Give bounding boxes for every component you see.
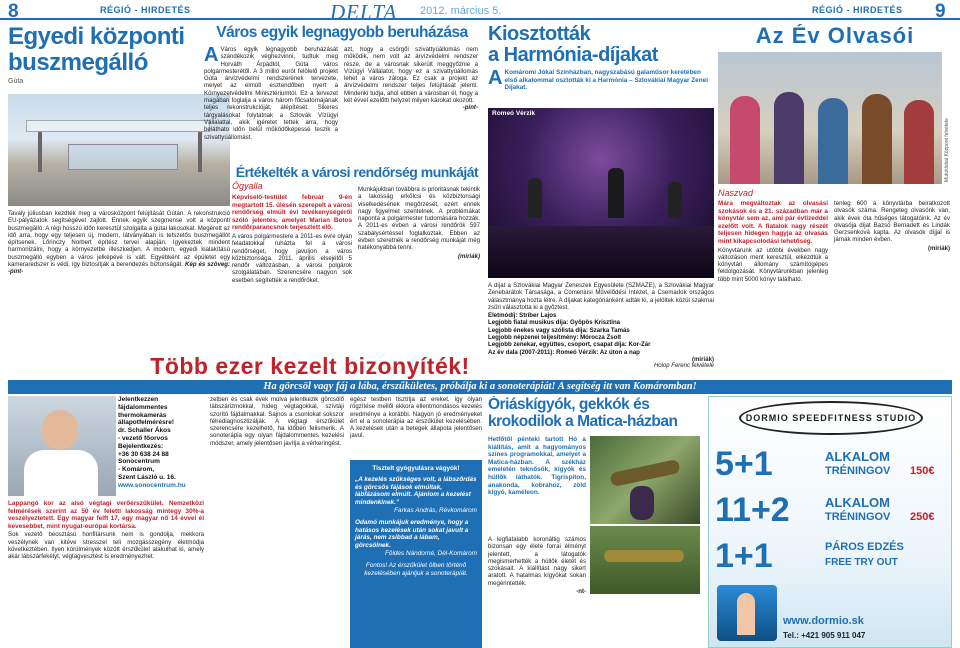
article-title: Egyedi központi buszmegálló: [8, 24, 185, 76]
article-title-2: a Harmónia-díjakat: [488, 44, 658, 66]
ad-strip: Ha görcsöl vagy fáj a lába, érszűkületes, próbálja ki a sonoterápiát! A segítség itt van Komáromban!: [8, 380, 952, 394]
winner-item: Eletmódíj: Stríber Lajos: [488, 312, 557, 320]
dormio-phone: Tel.: +421 905 911 047: [783, 631, 866, 640]
article-reptiles: [488, 396, 700, 648]
ad-body-text: zetben és csak évek múlva jelentkezik görcsölő lábszárizmokkal, hideg végtagokkal, szívtáji szorító fájdalmakkal. Sajnos a csontokat sokszor félrediagnosztizálják. A végtagi érszűkület szerencsére kezelhető, ha időben felismerik. A sonoterápia egy olyan fájdalommentes kezelési módszer, amely jelentősen javítja a vérkeringést.: [210, 396, 344, 447]
person-figure: [737, 593, 755, 635]
article-police: [232, 164, 482, 376]
person-figure: [630, 486, 654, 520]
drop-cap: A: [488, 67, 503, 89]
article-credit: -nt-: [576, 588, 586, 596]
person-figure: [818, 98, 848, 184]
ad-box-line: fájdalommentes: [118, 403, 168, 411]
ad-box-line: dr. Schaller Ákos: [118, 427, 171, 435]
page-number-left: 8: [8, 1, 19, 22]
article-investment: [204, 24, 480, 164]
article-text: Város egyik legnagyobb beruházását szándékozik véghezvinni, tudtuk meg Horváth Árpádtól, Gúta város polgármesterétől. A 3 millió eurót felölelő projekt Gúta árvízvédelmi rendszerének tervezete, melyet az elmúlt esztendőben nyert a Környezetvédelmi Minisztériumtól. Ez a tervezet magában foglalja a város három főcsatornájának teljes rekonstrukcióját, átépítését. Sikeres tárgyalásokat folytatnak a Szlovák Vízügyi Vállalattal, akik igéretet tettek arra, hogy beláthato időn belül működőképessé teszik a szivattyúállomást.: [204, 46, 338, 141]
winner-item: Legjobb énekes vagy szólista díja: Szarka Tamás: [488, 326, 630, 334]
ad-box-line: - Komárom,: [118, 466, 155, 474]
article-text: A díjat a Szlovákiai Magyar Zeneszek Egyesülete (SZMAZE), a Szlovákiai Magyar Zenebarátok Társasága, a Comeniusi Művelődési Intézet, a Csemadok országos választmánya hozta létre. A díjakat kategóriánként adták ki, a jelöltek közül szakmai zsűri választotta ki a győztest.: [488, 282, 714, 311]
drop-cap: A: [204, 44, 219, 66]
article-credit: (miriák): [457, 252, 480, 260]
article-credit: -pint-: [462, 104, 478, 112]
ad-box-line: Bejelentkezés:: [118, 442, 164, 450]
testimonial-box: [350, 460, 482, 648]
article-place: Gúta: [8, 78, 24, 85]
article-text: Könyvtárunk az utóbbi években nagy változáson ment keresztül, elkezdtük a könyvtári állomány számítógépes feldolgozását. Könyvtárunkban jelenleg több mint 5000 könyv található.: [718, 246, 828, 283]
ad-right-col: [350, 396, 482, 456]
bus-stop-photo: [8, 94, 230, 206]
article-body-col2: [358, 186, 480, 260]
ad-contact-box: [118, 396, 204, 496]
article-body: [488, 536, 586, 595]
photo-credit: Mutuklobal Központ felvétele: [944, 118, 950, 182]
fitness-photo: [717, 585, 777, 641]
offer-sublabel: TRÉNINGOV: [825, 511, 891, 523]
article-body-col1: [232, 194, 352, 285]
article-readers: [718, 24, 952, 376]
section-label-left: RÉGIÓ - HIRDETÉS: [100, 5, 191, 15]
article-body-col1: [488, 436, 586, 498]
article-body: [8, 210, 230, 276]
ad-box-line: Jelentkezzen: [118, 396, 159, 403]
ad-body-text: Sok vezető beosztású honfitársunk nem is gondolja, mekkora veszélynek van kitéve stresszel teli mozgásszegény életmódja következtében. Ilyen körülmények között érszűkület alakulhat ki, amely akár lábszárfekélyt, végtagvesztést is eredményezhet.: [8, 531, 204, 561]
testimonial-author: Farkas András, Révkomárom: [394, 506, 477, 514]
concert-photo: [488, 108, 714, 278]
ad-box-line: +36 30 638 24 88: [118, 450, 169, 458]
reptile-photo: [590, 436, 700, 524]
ad-box-line: Sonocentrum: [118, 458, 160, 466]
article-title: Az Év Olvasói: [755, 24, 915, 48]
ad-headline: Több ezer kezelt bizonyíték!: [150, 353, 470, 379]
article-lead-text: Komáromi Jókai Színházban, nagyszabású galaműsor keretében első alkalommal osztották ki a Harmónia – Szlovákiai Magyar Zenei Díjakat.: [504, 69, 708, 92]
offer-label: ALKALOM: [825, 495, 890, 510]
snake-figure: [609, 459, 680, 487]
offer-sublabel: TRÉNINGOV: [825, 465, 891, 477]
photo-credit: Holop Ferenc felvétele: [653, 363, 714, 370]
winner-item: Az év dala (2007-2011): Romeó Vérzik: Az úton a nap: [488, 348, 640, 356]
offer-sublabel: FREE TRY OUT: [825, 557, 898, 568]
snake-figure: [604, 550, 684, 562]
ad-box-line: állapotfelmérésre!: [118, 419, 174, 427]
article-place: Naszvad: [718, 188, 754, 198]
ad-intro: [8, 500, 204, 648]
offer-label: ALKALOM: [825, 449, 890, 464]
photo-caption: Romeó Vérzik: [492, 110, 535, 117]
article-text: Munkájukban továbbra is prioritásnak tekintik a lakosság erkölcsi és közbiztonsági viselkedésének megőrzését, ezért ennek nagy figyelmet szentelnek. A problémákat naponta a polgármester tudomására hozzák. A 2011-es évben a városi rendőrök 597 szabálysértéssel foglalkoztak. Ebben az évben szeretnék a rendőrség munkáját még hatékonyabbá tenni.: [358, 186, 480, 252]
ad-body-text: egész testben tisztítja az ereket, így olyan rögzítése mellől ekkora ellentmondásos kezelés eredménye a korábbi. Nagyon jó eredményeket ért el a sonoterápia az érszűkület kezelésében. A kezelések után a betegek állapota jelentősen javul.: [350, 396, 482, 440]
stage: [488, 226, 714, 278]
performer-figure: [608, 168, 624, 218]
performer-figure: [668, 182, 682, 218]
offer-label: PÁROS EDZÉS: [825, 541, 904, 553]
masthead: DELTA: [330, 0, 398, 24]
article-bus-stop: [8, 24, 230, 376]
shelter-roof: [26, 120, 210, 132]
shelter-post: [38, 132, 42, 172]
performer-figure: [528, 178, 542, 218]
ad-red-text: Lappangó kor az alsó végtagi verőérszűkület. Nemzetközi felmérések szerint az 50 év feletti lakosság mintegy 30%-a veszélyeztetett. Egy magyar felft 17, egy magyar nő 14 évvel él kevesebbet, mint nyugat-európai kortársa.: [8, 500, 204, 530]
offer-1-1: [715, 537, 947, 581]
ad-box-line: - vezető főorvos: [118, 434, 168, 442]
offer-price: 250€: [910, 511, 935, 523]
article-title-1: Kiosztották: [488, 24, 591, 45]
offer-count: 1+1: [715, 537, 773, 575]
person-figure: [730, 96, 760, 184]
article-lead: Hetfőtől pénteki tartott Hó a kiállítás, amit a hagyományos színes programokkal, amelyet a Matica-házban. A székház emeletén teknősök, kígyók és hüllők láthatók. Tigrispiton, anakonda, kobrához, zöld kígyó, kaméleon.: [488, 436, 586, 497]
article-text: azt, hogy a csörgői szivattyúállomás nem működik, nem volt az árvízvédelmi rendszer része, de a városnak sikerült meggyőznie a Vízügyi Vállalatot, hogy ez a szivattyúállomás lehet a város záloga. Ez csak a projekt az árvízvédelmi rendszer teljes felújítását jelenti. Mindenki tudja, ahol ebben a városban él, hogy a két évvel ezelőtti helyzet milyen károkat okozott.: [344, 46, 478, 105]
shelter-glass: [68, 144, 178, 170]
offer-11-2: [715, 491, 947, 535]
offer-count: 11+2: [715, 491, 790, 529]
ad-website[interactable]: www.sonocentrum.hu: [118, 481, 186, 489]
article-credit: Kép és szöveg: -pint-: [8, 261, 230, 276]
person-figure: [904, 100, 934, 184]
page-number-right: 9: [935, 1, 946, 22]
article-body-col1: [204, 46, 338, 141]
white-coat: [24, 450, 98, 496]
article-title: Óriáskígyók, gekkók és krokodilok a Matica-házban: [488, 396, 678, 430]
ad-box-line: Szent László u. 16.: [118, 473, 176, 481]
reptile-photo-2: [590, 526, 700, 594]
winner-item: Legjobb népzenei teljesítmény: Mórocza Zsolt: [488, 334, 622, 342]
person-figure: [862, 94, 892, 184]
article-text: tenleg 600 a könyvtárba beiratkozott olvasók száma. Rengeteg olvasónk van, akik évek óta hűséges látogatóink. Az év olvasója díjat Bazsó Bernadett és Lindák Gerzsenková kapta. Az olvasók díjjal is járnak minden évben.: [834, 200, 950, 244]
dormio-ad: [708, 396, 952, 648]
article-credit: (miriák): [691, 355, 714, 363]
face: [42, 410, 78, 450]
testimonial-quote: Odamó munkájuk eredménye, hogy a hatásos kezelések után sokat javult a járás, nem zsibbad a lábam, görcsölnek.: [355, 518, 469, 550]
testimonial-footer: Fontos! Az érszűkület ölben történő kezelésében ajánljuk a sonoterápiát.: [364, 561, 468, 577]
article-title: Értékelték a városi rendőrség munkáját: [235, 164, 479, 180]
dormio-website[interactable]: www.dormio.sk: [783, 615, 864, 627]
readers-photo: [718, 52, 942, 184]
article-place: Ógyalla: [232, 181, 263, 191]
section-label-right: RÉGIÓ - HIRDETÉS: [812, 5, 903, 15]
article-body-col1: [718, 200, 828, 284]
article-text: A legfiatalabb koronáltig számos bizonsan egy élete forrai élményt jelentett, a látogatók megismerhették a hüllők életét és szokásait. A kiállítást nagy sikert aratott. A hatalmas kígyókat sokan megérintették.: [488, 536, 586, 587]
doctor-photo: [8, 396, 116, 496]
offer-price: 150€: [910, 465, 935, 477]
ad-middle-col: [210, 396, 344, 648]
article-credit: (miriák): [927, 244, 950, 252]
winners-list: [488, 312, 714, 356]
ad-box-line: thermokamerás: [118, 411, 167, 419]
article-body-col2: [834, 200, 950, 252]
article-lead: Képviselő-testület február 9-én megtartott 15. ülésén szerepelt a városi rendőrség elmúlt évi tevékenységéről szóló jelentés, amelyet Marian Botos rendőrparancsnok terjesztett elő.: [232, 194, 352, 232]
offer-count: 5+1: [715, 445, 773, 483]
article-body: [488, 282, 714, 371]
shelter-post: [198, 132, 202, 172]
testimonial-title: Tisztelt gyógyulásra vágyók!: [372, 465, 460, 472]
testimonial-quote: „A kezelés szükséges volt, a lábszőrdás és görcsös fájások elmúltak, lábfázásom elmúlt. Ajánlom a kezelést mindenkinek.”: [355, 475, 477, 507]
article-harmonia: [488, 24, 714, 376]
article-body-col2: [344, 46, 478, 112]
article-lead: [488, 69, 714, 92]
winner-item: Legjobb zenekar, együttes, csoport, csapat díja: Kor-Zár: [488, 341, 651, 349]
article-lead: Mára megváltoztak az olvasási szokások és a 21. században már a könyvtár sem az, ami pár évtizeddel ezelőtt volt. A fiatalok nagy részét teljesen hidegen hagyja az olvasás mint kikapcsolódási lehetőség.: [718, 200, 828, 245]
article-title: Város egyik legnagyobb beruházása: [216, 24, 468, 41]
dormio-logo: DORMIO SPEEDFITNESS STUDIO: [739, 401, 923, 435]
person-figure: [774, 92, 804, 184]
testimonial-author: Földes Nándorné, Dél-Komárom: [385, 549, 477, 557]
article-text: Tavaly júliusban kezdték meg a városközpont felújítását Gútán. A rekonstrukció EU-pályázatok segítségével zajlott. Ennek egyik szegmense volt a központi buszmegálló. A régi hosszú időn keresztül szolgálta a gútai lakosokat. Megérett az idő arra, hogy egy teljesen új, modern, látványában is tetszetős buszmegállót építsenek. Lőrinczy Norbert építész tervei alapján. Igyekeztek mindent harmonizálni, hogy a környezetbe illeszkedjen. A modern, egyedi kialakítású buszmegálló egyben a város jelképévé is vált. Egyébként az épületet egy kameraredszer is védi, így biztosítják a berendezés biztonságát.: [8, 210, 230, 269]
offer-5-1: [715, 445, 947, 489]
article-text: A város polgármestere a 2011-es évre olyan feladatokkal ruházta fel a városi rendőrséget, hogy javuljon a város közbiztonsága. 2011. április elsejétől 5 rendőr változásban, a városi polgárok szolgálatában. Szerencsére nagyon sok esetben segítették a rendőröket.: [232, 232, 352, 284]
winner-item: Legjobb fiatal musikus díja: Gyöpös Krisztina: [488, 319, 621, 327]
issue-date: 2012. március 5.: [420, 5, 502, 17]
